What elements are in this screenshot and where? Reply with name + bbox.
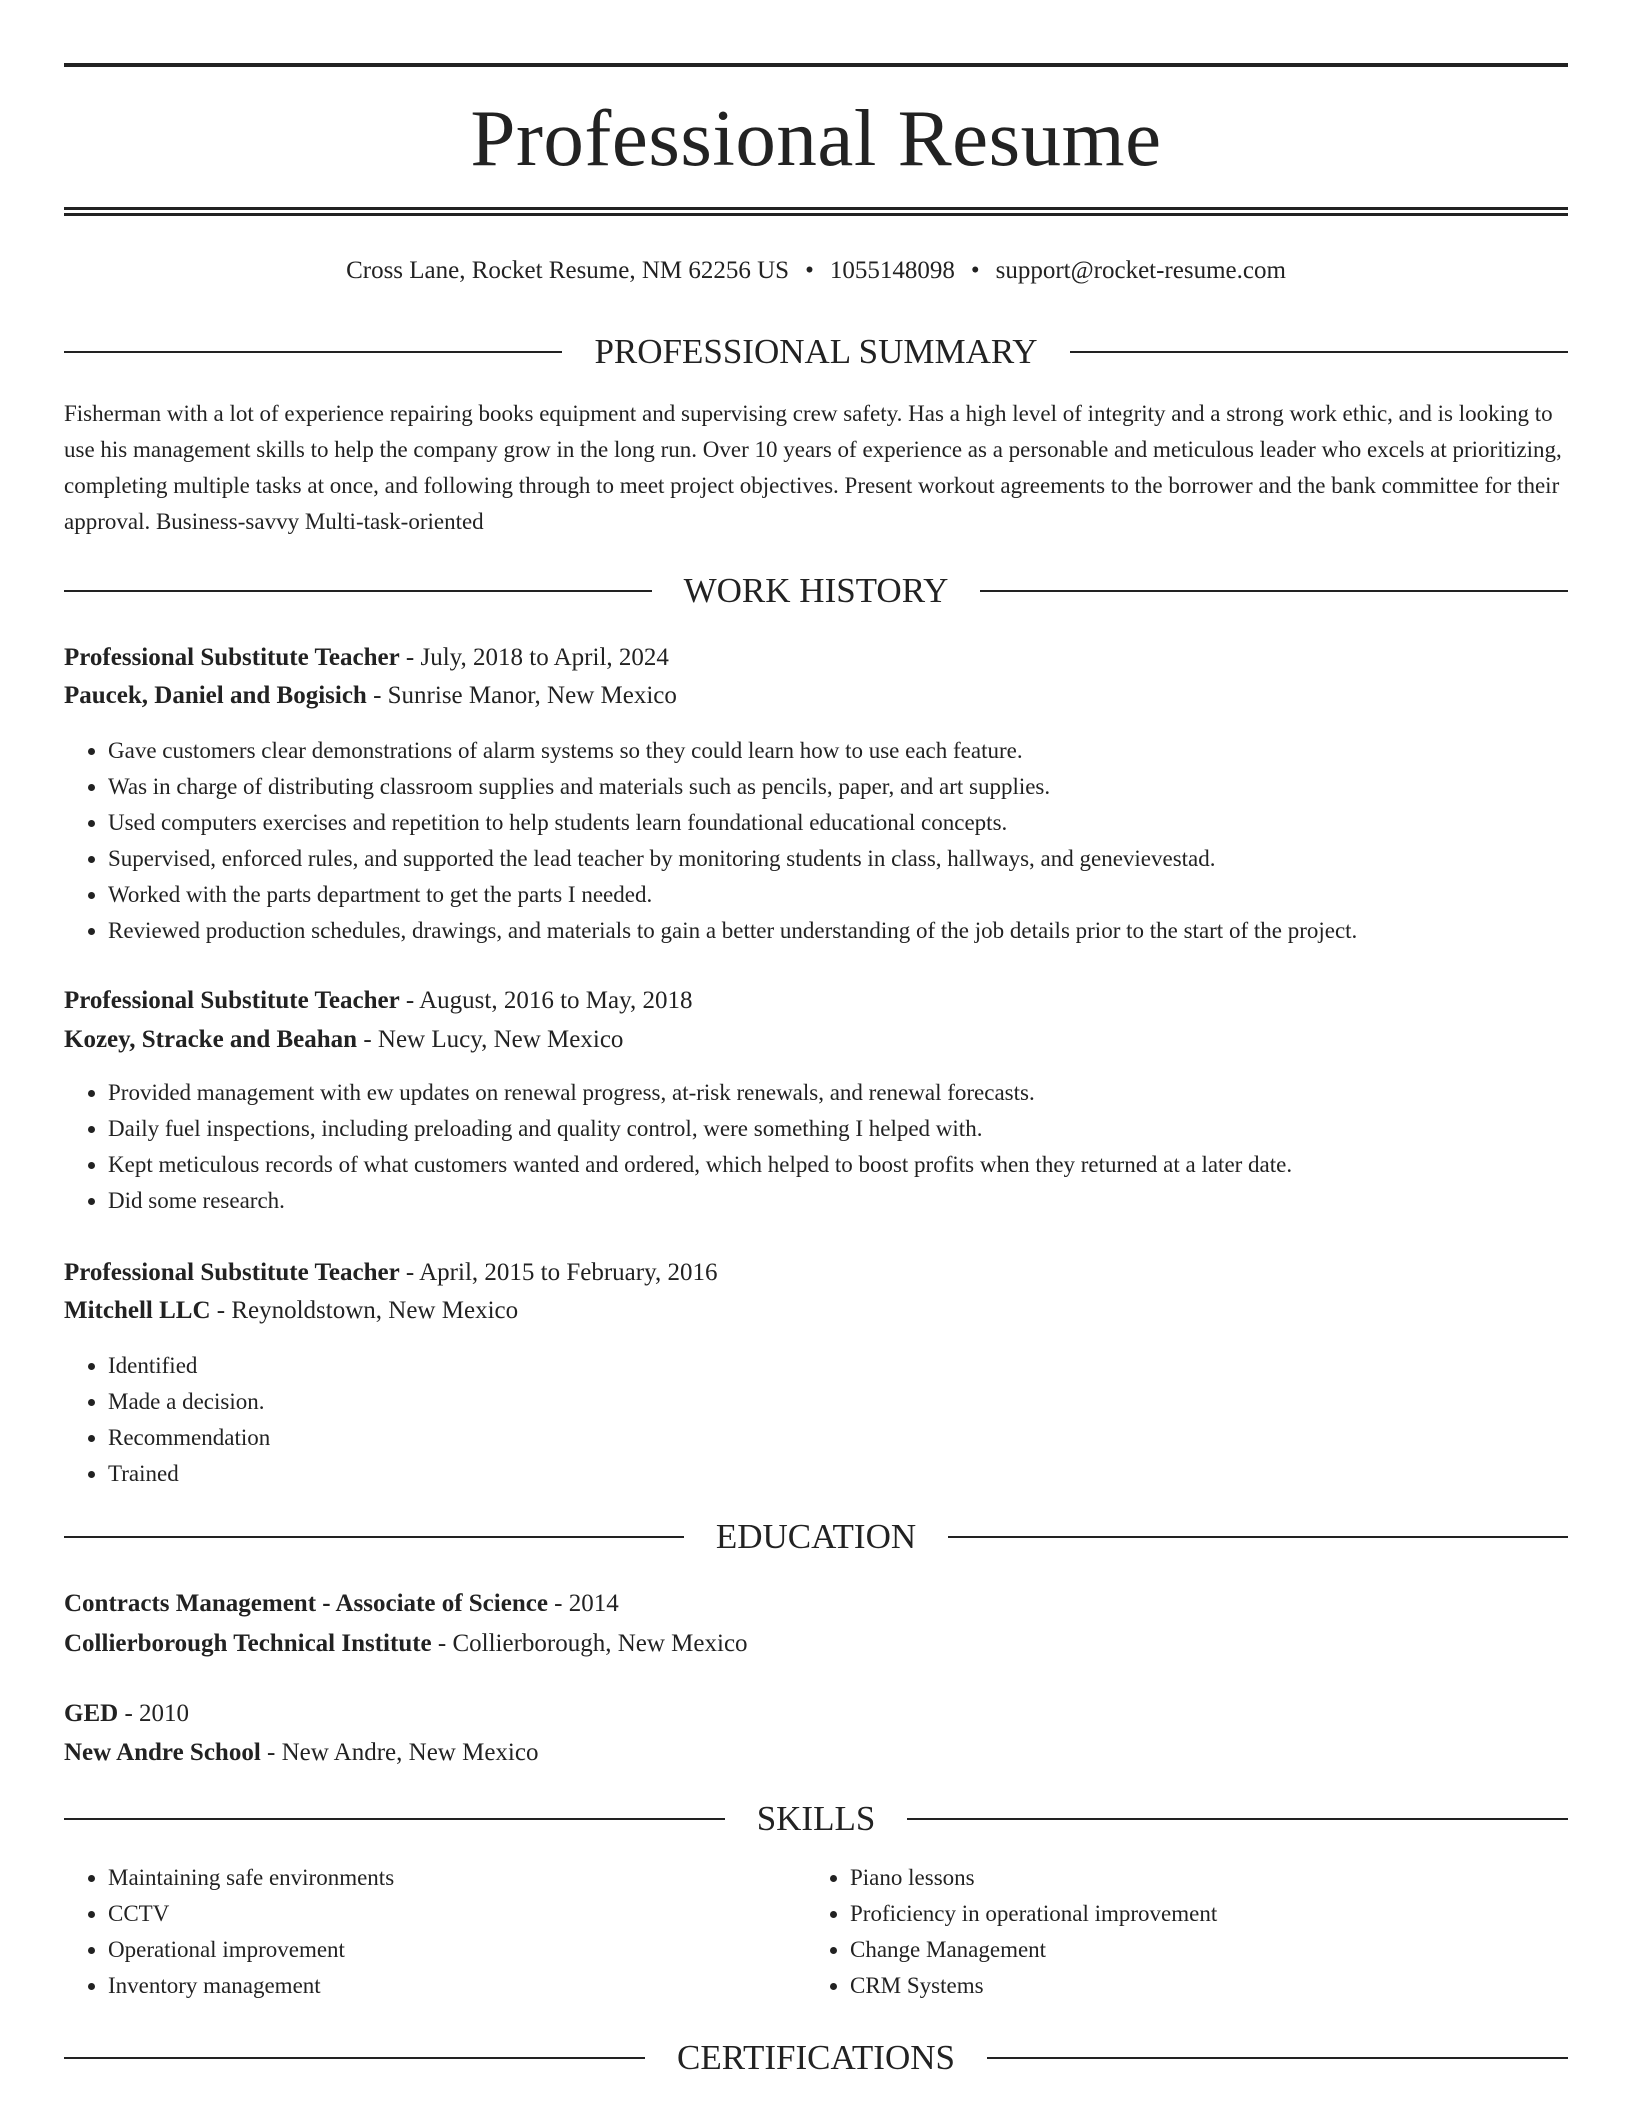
divider	[907, 1818, 1568, 1820]
job-title: Professional Substitute Teacher	[64, 987, 400, 1014]
list-item: • Kept meticulous records of what customers wanted and ordered, which helped to boost profits when they returned at a later date.	[108, 1147, 1568, 1183]
skills-list-right	[806, 1860, 1550, 2004]
skill-item: • Change Management	[850, 1932, 1550, 1968]
job-dates: - July, 2018 to April, 2024	[399, 644, 669, 671]
section-header-skills	[64, 1797, 1568, 1841]
list-item: • Supervised, enforced rules, and supported the lead teacher by monitoring students in class, hallways, and genevievestad.	[108, 841, 1568, 877]
job-title-line	[64, 983, 1568, 1019]
skill-item: • Operational improvement	[108, 1932, 768, 1968]
summary-text: Fisherman with a lot of experience repairing books equipment and supervising crew safety. Has a high level of integrity and a strong work ethic, and is looking to use his management skills to help the company grow in the long run. Over 10 years of experience as a personable and meticulous leader who excels at prioritizing, completing multiple tasks at once, and following through to meet project objectives. Present workout agreements to the borrower and the bank committee for their approval. Business-savvy Multi-task-oriented	[64, 401, 1562, 534]
list-item: • Daily fuel inspections, including preloading and quality control, were something I helped with.	[108, 1111, 1568, 1147]
job-title: Professional Substitute Teacher	[64, 1259, 400, 1286]
list-item: • Reviewed production schedules, drawings, and materials to gain a better understanding of the job details prior to the start of the project.	[108, 913, 1568, 949]
education-year: - 2010	[118, 1700, 190, 1727]
education-degree: GED	[64, 1700, 119, 1727]
job-company: Paucek, Daniel and Bogisich	[64, 682, 367, 709]
contact-line	[64, 254, 1568, 288]
job-bullets	[64, 1075, 1568, 1219]
section-header-summary	[64, 330, 1568, 374]
job-dates: - August, 2016 to May, 2018	[399, 987, 693, 1014]
list-item: • Used computers exercises and repetition to help students learn foundational educational concepts.	[108, 805, 1568, 841]
skill-item: • Maintaining safe environments	[108, 1860, 768, 1896]
section-header-work-history	[64, 569, 1568, 613]
job-company: Kozey, Stracke and Beahan	[64, 1026, 358, 1053]
top-rule	[64, 63, 1568, 67]
job-title-line	[64, 640, 1568, 676]
contact-email: support@rocket-resume.com	[995, 257, 1286, 284]
education-school: Collierborough Technical Institute	[64, 1630, 432, 1657]
education-school-line	[64, 1735, 1568, 1771]
divider	[1070, 351, 1568, 353]
contact-address: Cross Lane, Rocket Resume, NM 62256 US	[346, 257, 790, 284]
skill-item: • CRM Systems	[850, 1968, 1550, 2004]
skill-item: • Inventory management	[108, 1968, 768, 2004]
skills-list-left	[64, 1860, 768, 2004]
skill-item: • Proficiency in operational improvement	[850, 1896, 1550, 1932]
title-double-rule	[64, 207, 1568, 216]
divider	[987, 2057, 1568, 2059]
job-bullets	[64, 733, 1568, 949]
list-item: • Made a decision.	[108, 1384, 1568, 1420]
job-location: - Sunrise Manor, New Mexico	[366, 682, 677, 709]
job-title-line	[64, 1255, 1568, 1291]
contact-separator: •	[970, 257, 980, 284]
list-item: • Gave customers clear demonstrations of alarm systems so they could learn how to use each feature.	[108, 733, 1568, 769]
job-dates: - April, 2015 to February, 2016	[399, 1259, 718, 1286]
skill-item: • Piano lessons	[850, 1860, 1550, 1896]
list-item: • Identified	[108, 1348, 1568, 1384]
section-header-certifications	[64, 2036, 1568, 2080]
resume-title: Professional Resume	[470, 93, 1162, 183]
education-degree-line	[64, 1586, 1568, 1622]
education-location: - New Andre, New Mexico	[260, 1739, 539, 1766]
education-degree: Contracts Management - Associate of Science	[64, 1590, 548, 1617]
list-item: • Did some research.	[108, 1183, 1568, 1219]
job-company: Mitchell LLC	[64, 1297, 211, 1324]
divider	[64, 590, 652, 592]
job-company-line	[64, 1293, 1568, 1329]
list-item: • Worked with the parts department to get the parts I needed.	[108, 877, 1568, 913]
list-item: • Recommendation	[108, 1420, 1568, 1456]
section-title: CERTIFICATIONS	[677, 2038, 955, 2077]
list-item: • Was in charge of distributing classroom supplies and materials such as pencils, paper, and art supplies.	[108, 769, 1568, 805]
divider	[64, 1818, 725, 1820]
education-year: - 2014	[547, 1590, 619, 1617]
job-company-line	[64, 1022, 1568, 1058]
divider	[980, 590, 1568, 592]
divider	[64, 1536, 684, 1538]
list-item: • Trained	[108, 1456, 1568, 1492]
divider	[64, 351, 562, 353]
education-degree-line	[64, 1696, 1568, 1732]
job-company-line	[64, 678, 1568, 714]
section-header-education	[64, 1515, 1568, 1559]
divider	[64, 2057, 645, 2059]
education-school: New Andre School	[64, 1739, 261, 1766]
education-location: - Collierborough, New Mexico	[431, 1630, 748, 1657]
divider	[948, 1536, 1568, 1538]
contact-separator: •	[805, 257, 814, 284]
section-title: SKILLS	[756, 1799, 876, 1838]
contact-phone: 1055148098	[829, 257, 955, 284]
section-title: EDUCATION	[715, 1517, 917, 1556]
section-title: WORK HISTORY	[683, 571, 949, 610]
list-item: • Provided management with ew updates on renewal progress, at-risk renewals, and renewal forecasts.	[108, 1075, 1568, 1111]
job-location: - Reynoldstown, New Mexico	[210, 1297, 519, 1324]
job-bullets	[64, 1348, 1568, 1492]
job-location: - New Lucy, New Mexico	[357, 1026, 624, 1053]
section-title: PROFESSIONAL SUMMARY	[594, 332, 1038, 371]
job-title: Professional Substitute Teacher	[64, 644, 400, 671]
education-school-line	[64, 1626, 1568, 1662]
skill-item: • CCTV	[108, 1896, 768, 1932]
